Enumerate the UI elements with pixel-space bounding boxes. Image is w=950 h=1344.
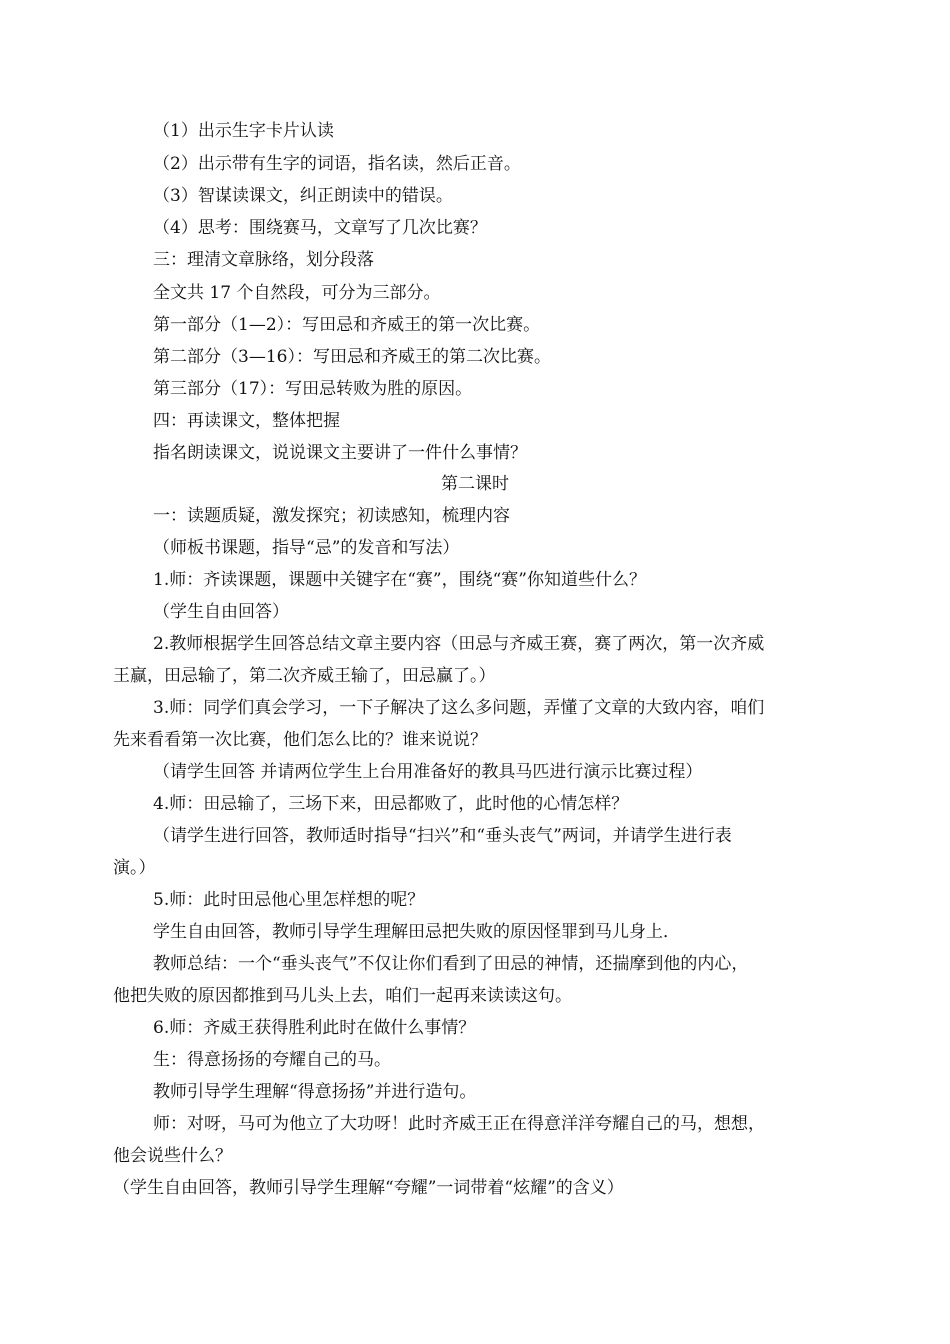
text-line: 2.教师根据学生回答总结文章主要内容（田忌与齐威王赛，赛了两次，第一次齐威 bbox=[153, 634, 765, 654]
text-line: 5.师：此时田忌他心里怎样想的呢？ bbox=[153, 890, 425, 910]
text-line: 生：得意扬扬的夸耀自己的马。 bbox=[153, 1050, 391, 1070]
text-line: 他把失败的原因都推到马儿头上去，咱们一起再来读读这句。 bbox=[113, 986, 572, 1006]
text-line: 6.师：齐威王获得胜利此时在做什么事情？ bbox=[153, 1018, 476, 1038]
text-line: （3）智谋读课文，纠正朗读中的错误。 bbox=[153, 186, 453, 206]
text-line: 师：对呀，马可为他立了大功呀！此时齐威王正在得意洋洋夸耀自己的马，想想， bbox=[153, 1114, 765, 1134]
text-line: （2）出示带有生字的词语，指名读，然后正音。 bbox=[153, 154, 521, 174]
text-line: （请学生进行回答，教师适时指导“扫兴”和“垂头丧气”两词，并请学生进行表 bbox=[153, 826, 732, 846]
lesson-title: 第二课时 bbox=[441, 474, 509, 494]
text-line: 先来看看第一次比赛，他们怎么比的？谁来说说？ bbox=[113, 730, 487, 750]
text-line: （1）出示生字卡片认读 bbox=[153, 121, 334, 141]
text-line: 第一部分（1—2）：写田忌和齐威王的第一次比赛。 bbox=[153, 315, 541, 335]
text-line: 指名朗读课文，说说课文主要讲了一件什么事情？ bbox=[153, 443, 527, 463]
text-line: 学生自由回答，教师引导学生理解田忌把失败的原因怪罪到马儿身上． bbox=[153, 922, 680, 942]
section-heading: 一：读题质疑，激发探究；初读感知，梳理内容 bbox=[153, 506, 510, 526]
text-line: 3.师：同学们真会学习，一下子解决了这么多问题，弄懂了文章的大致内容，咱们 bbox=[153, 698, 765, 718]
text-line: 演。） bbox=[113, 858, 156, 878]
text-line: 4.师：田忌输了，三场下来，田忌都败了，此时他的心情怎样？ bbox=[153, 794, 629, 814]
text-line: 王赢，田忌输了，第二次齐威王输了，田忌赢了。） bbox=[113, 666, 496, 686]
text-line: （请学生回答 并请两位学生上台用准备好的教具马匹进行演示比赛过程） bbox=[153, 762, 703, 782]
section-heading: 三：理清文章脉络，划分段落 bbox=[153, 250, 374, 270]
text-line: （师板书课题，指导“忌”的发音和写法） bbox=[153, 538, 460, 558]
text-line: （4）思考：围绕赛马，文章写了几次比赛？ bbox=[153, 218, 487, 238]
text-line: 教师引导学生理解“得意扬扬”并进行造句。 bbox=[153, 1082, 477, 1102]
text-line: （学生自由回答） bbox=[153, 602, 289, 622]
text-line: 第三部分（17）：写田忌转败为胜的原因。 bbox=[153, 379, 473, 399]
text-line: 教师总结：一个“垂头丧气”不仅让你们看到了田忌的神情，还揣摩到他的内心， bbox=[153, 954, 749, 974]
text-line: 1.师：齐读课题，课题中关键字在“赛”，围绕“赛”你知道些什么？ bbox=[153, 570, 646, 590]
text-line: （学生自由回答，教师引导学生理解“夸耀”一词带着“炫耀”的含义） bbox=[113, 1178, 624, 1198]
text-line: 他会说些什么？ bbox=[113, 1146, 232, 1166]
text-line: 第二部分（3—16）：写田忌和齐威王的第二次比赛。 bbox=[153, 347, 551, 367]
section-heading: 四：再读课文，整体把握 bbox=[153, 411, 340, 431]
text-line: 全文共 17 个自然段，可分为三部分。 bbox=[153, 283, 441, 303]
